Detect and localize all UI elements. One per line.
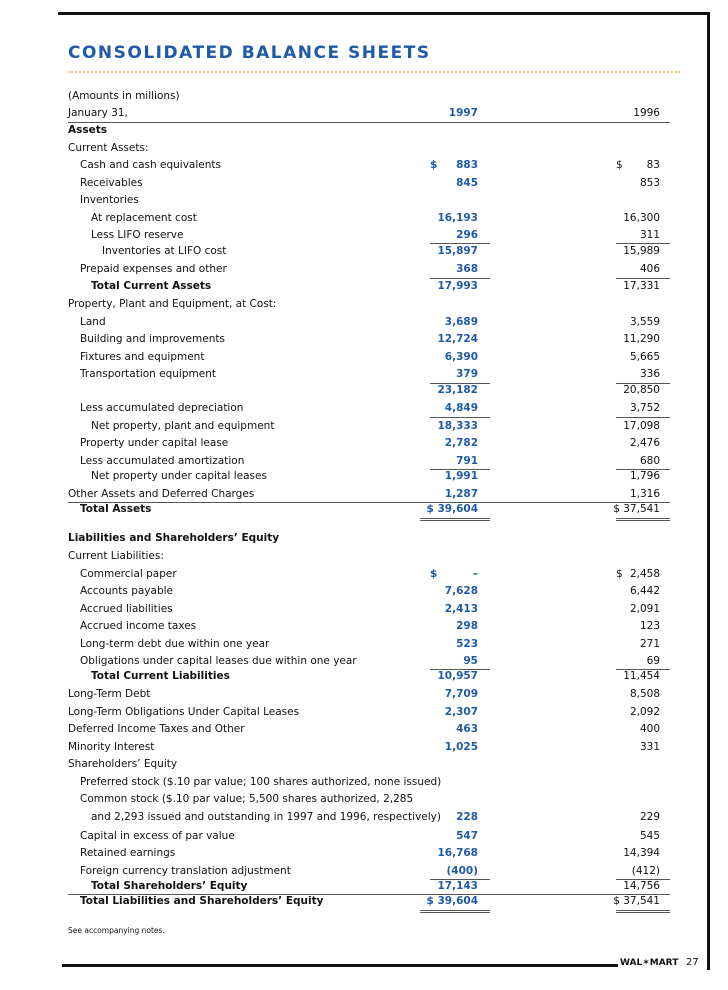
- current-assets-heading: Current Assets:: [68, 142, 149, 154]
- table-row: [68, 739, 670, 756]
- value-1996: 400: [639, 723, 660, 735]
- table-row: [68, 721, 670, 738]
- ppe-heading: Property, Plant and Equipment, at Cost:: [68, 298, 277, 310]
- footnote: See accompanying notes.: [68, 926, 165, 935]
- table-row: [68, 601, 670, 618]
- row-label: Other Assets and Deferred Charges: [68, 488, 255, 500]
- value-1996: 406: [639, 263, 660, 275]
- value-1997: (400): [446, 865, 478, 877]
- date-label: January 31,: [68, 107, 128, 119]
- subsection-heading: [68, 548, 670, 565]
- value-1997: 18,333: [437, 420, 478, 432]
- value-1997: 17,993: [437, 280, 478, 292]
- amounts-note-row: [68, 88, 670, 105]
- value-1996: 17,098: [623, 420, 660, 432]
- value-1997: 228: [456, 811, 478, 823]
- walmart-logo: WAL✶MART: [620, 958, 679, 968]
- table-row: [68, 261, 670, 278]
- row-label: Retained earnings: [80, 847, 176, 859]
- value-1996: 545: [639, 830, 660, 842]
- dollar-sign-1996: $: [616, 568, 623, 580]
- value-1996: 8,508: [629, 688, 660, 700]
- value-1996: 853: [639, 177, 660, 189]
- dollar-sign-1997: $: [430, 159, 438, 171]
- value-1997: 379: [456, 368, 478, 380]
- section-heading: [68, 530, 670, 547]
- table-row: [68, 636, 670, 653]
- row-label: Long-term debt due within one year: [80, 638, 270, 650]
- value-1997: 368: [456, 263, 478, 275]
- value-1997: $ 39,604: [426, 895, 478, 907]
- row-label: Land: [80, 316, 106, 328]
- value-1996: 20,850: [623, 384, 660, 396]
- value-1997: $ 39,604: [426, 503, 478, 515]
- value-1997: 95: [463, 655, 478, 667]
- value-1997: 10,957: [437, 670, 478, 682]
- value-1996: 1,796: [629, 470, 660, 482]
- value-1997: 6,390: [444, 351, 478, 363]
- table-row: [68, 366, 670, 383]
- value-1996: 680: [639, 455, 660, 467]
- value-1997: 296: [456, 229, 478, 241]
- equity-heading: Shareholders’ Equity: [68, 758, 178, 770]
- subsection-heading: [68, 296, 670, 313]
- row-label: Inventories at LIFO cost: [102, 245, 227, 257]
- table-row: [68, 686, 670, 703]
- double-rule: [420, 520, 490, 521]
- total-row: [68, 501, 670, 518]
- row-label: Less LIFO reserve: [91, 229, 184, 241]
- col-1997-header: 1997: [448, 107, 478, 119]
- table-row: [68, 791, 670, 808]
- table-row: [68, 331, 670, 348]
- value-1997: 463: [456, 723, 478, 735]
- value-1996: 69: [646, 655, 660, 667]
- table-row: [68, 227, 670, 244]
- value-1996: 17,331: [623, 280, 660, 292]
- value-1997: 2,782: [444, 437, 478, 449]
- row-label: Total Assets: [80, 503, 152, 515]
- value-1997: 1,287: [444, 488, 478, 500]
- row-label: Net property under capital leases: [91, 470, 267, 482]
- value-1997: –: [472, 568, 478, 580]
- double-rule: [616, 910, 670, 911]
- row-label: Common stock ($.10 par value; 5,500 shares authorized, 2,285: [80, 793, 414, 805]
- section-heading: [68, 122, 670, 139]
- double-rule: [420, 912, 490, 913]
- table-row: [68, 583, 670, 600]
- value-1996: 2,092: [629, 706, 660, 718]
- bottom-rule: [62, 964, 666, 967]
- value-1996: (412): [631, 865, 660, 877]
- value-1996: 123: [639, 620, 660, 632]
- value-1997: 12,724: [437, 333, 478, 345]
- value-1997: 547: [456, 830, 478, 842]
- value-1996: 83: [646, 159, 660, 171]
- row-label: Fixtures and equipment: [80, 351, 205, 363]
- value-1996: $ 37,541: [613, 503, 660, 515]
- row-label: Cash and cash equivalents: [80, 159, 221, 171]
- row-label: Receivables: [80, 177, 143, 189]
- value-1996: 3,559: [629, 316, 660, 328]
- value-1997: 2,413: [444, 603, 478, 615]
- row-label: Accrued income taxes: [80, 620, 197, 632]
- row-label: Prepaid expenses and other: [80, 263, 227, 275]
- total-row: [68, 668, 670, 685]
- row-label: Total Liabilities and Shareholders’ Equity: [80, 895, 324, 907]
- value-1997: 4,849: [444, 402, 478, 414]
- table-row: [68, 845, 670, 862]
- total-row: [68, 893, 670, 910]
- row-label: At replacement cost: [91, 212, 197, 224]
- value-1997: 17,143: [437, 880, 478, 892]
- value-1996: 3,752: [629, 402, 660, 414]
- double-rule: [420, 518, 490, 519]
- value-1997: 523: [456, 638, 478, 650]
- col-1996-header: 1996: [633, 107, 660, 119]
- value-1996: 331: [639, 741, 660, 753]
- row-label: Deferred Income Taxes and Other: [68, 723, 245, 735]
- table-row: [68, 435, 670, 452]
- row-label: Commercial paper: [80, 568, 177, 580]
- row-label: Net property, plant and equipment: [91, 420, 275, 432]
- row-label: Less accumulated depreciation: [80, 402, 244, 414]
- table-row: [68, 774, 670, 791]
- row-label: Preferred stock ($.10 par value; 100 shares authorized, none issued): [80, 776, 442, 788]
- value-1997: 845: [456, 177, 478, 189]
- value-1996: 229: [639, 811, 660, 823]
- value-1996: 5,665: [629, 351, 660, 363]
- table-row: [68, 418, 670, 435]
- table-row: [68, 192, 670, 209]
- value-1996: 336: [639, 368, 660, 380]
- table-row: [68, 349, 670, 366]
- value-1996: 311: [639, 229, 660, 241]
- table-row: [68, 828, 670, 845]
- row-label: Long-Term Debt: [68, 688, 151, 700]
- value-1996: 2,476: [629, 437, 660, 449]
- row-label: Capital in excess of par value: [80, 830, 235, 842]
- value-1996: 11,454: [623, 670, 660, 682]
- table-row: [68, 157, 670, 174]
- value-1996: 1,316: [629, 488, 660, 500]
- value-1997: 16,768: [437, 847, 478, 859]
- value-1997: 1,991: [444, 470, 478, 482]
- value-1996: 15,989: [623, 245, 660, 257]
- double-rule: [616, 520, 670, 521]
- row-label: Long-Term Obligations Under Capital Leases: [68, 706, 300, 718]
- row-label: Less accumulated amortization: [80, 455, 245, 467]
- table-row: [68, 468, 670, 485]
- dollar-sign-1996: $: [616, 159, 623, 171]
- subsection-heading: [68, 140, 670, 157]
- assets-heading: Assets: [68, 124, 108, 136]
- value-1997: 2,307: [444, 706, 478, 718]
- value-1997: 7,628: [444, 585, 478, 597]
- value-1996: 271: [639, 638, 660, 650]
- double-rule: [616, 912, 670, 913]
- double-rule: [616, 518, 670, 519]
- dotted-divider: [68, 71, 680, 73]
- table-row: [68, 704, 670, 721]
- value-1997: 23,182: [437, 384, 478, 396]
- table-row: [68, 175, 670, 192]
- total-row: [68, 278, 670, 295]
- value-1997: 791: [456, 455, 478, 467]
- row-label: Building and improvements: [80, 333, 225, 345]
- table-row: [68, 400, 670, 417]
- value-1996: 14,394: [623, 847, 660, 859]
- value-1997: 883: [456, 159, 478, 171]
- dollar-sign-1997: $: [430, 568, 438, 580]
- row-label: Obligations under capital leases due within one year: [80, 655, 357, 667]
- table-row: [68, 809, 670, 826]
- row-label: Minority Interest: [68, 741, 155, 753]
- table-row: [68, 618, 670, 635]
- row-label: Foreign currency translation adjustment: [80, 865, 291, 877]
- table-row: [68, 243, 670, 260]
- row-label: Accounts payable: [80, 585, 173, 597]
- page-title: CONSOLIDATED BALANCE SHEETS: [68, 43, 431, 63]
- header-row: [68, 105, 670, 122]
- value-1996: $ 37,541: [613, 895, 660, 907]
- value-1996: 16,300: [623, 212, 660, 224]
- row-label: Total Shareholders’ Equity: [91, 880, 248, 892]
- row-label: Transportation equipment: [80, 368, 216, 380]
- value-1996: 2,458: [629, 568, 660, 580]
- value-1997: 7,709: [444, 688, 478, 700]
- amounts-note: (Amounts in millions): [68, 90, 180, 102]
- row-label: Total Current Assets: [91, 280, 212, 292]
- value-1996: 14,756: [623, 880, 660, 892]
- table-row: [68, 566, 670, 583]
- value-1996: 2,091: [629, 603, 660, 615]
- value-1997: 1,025: [444, 741, 478, 753]
- double-rule: [420, 910, 490, 911]
- row-label: Inventories: [80, 194, 139, 206]
- page-number: 27: [686, 957, 699, 968]
- value-1996: 11,290: [623, 333, 660, 345]
- value-1997: 3,689: [444, 316, 478, 328]
- value-1996: 6,442: [629, 585, 660, 597]
- row-label: and 2,293 issued and outstanding in 1997 and 1996, respectively): [91, 811, 441, 823]
- row-label: Accrued liabilities: [80, 603, 173, 615]
- row-label: Property under capital lease: [80, 437, 229, 449]
- current-liabilities-heading: Current Liabilities:: [68, 550, 164, 562]
- table-row: [68, 314, 670, 331]
- liabilities-heading: Liabilities and Shareholders’ Equity: [68, 532, 280, 544]
- value-1997: 15,897: [437, 245, 478, 257]
- subtotal-row: [68, 382, 670, 399]
- value-1997: 298: [456, 620, 478, 632]
- subsection-heading: [68, 756, 670, 773]
- row-label: Total Current Liabilities: [91, 670, 230, 682]
- table-row: [68, 210, 670, 227]
- value-1997: 16,193: [437, 212, 478, 224]
